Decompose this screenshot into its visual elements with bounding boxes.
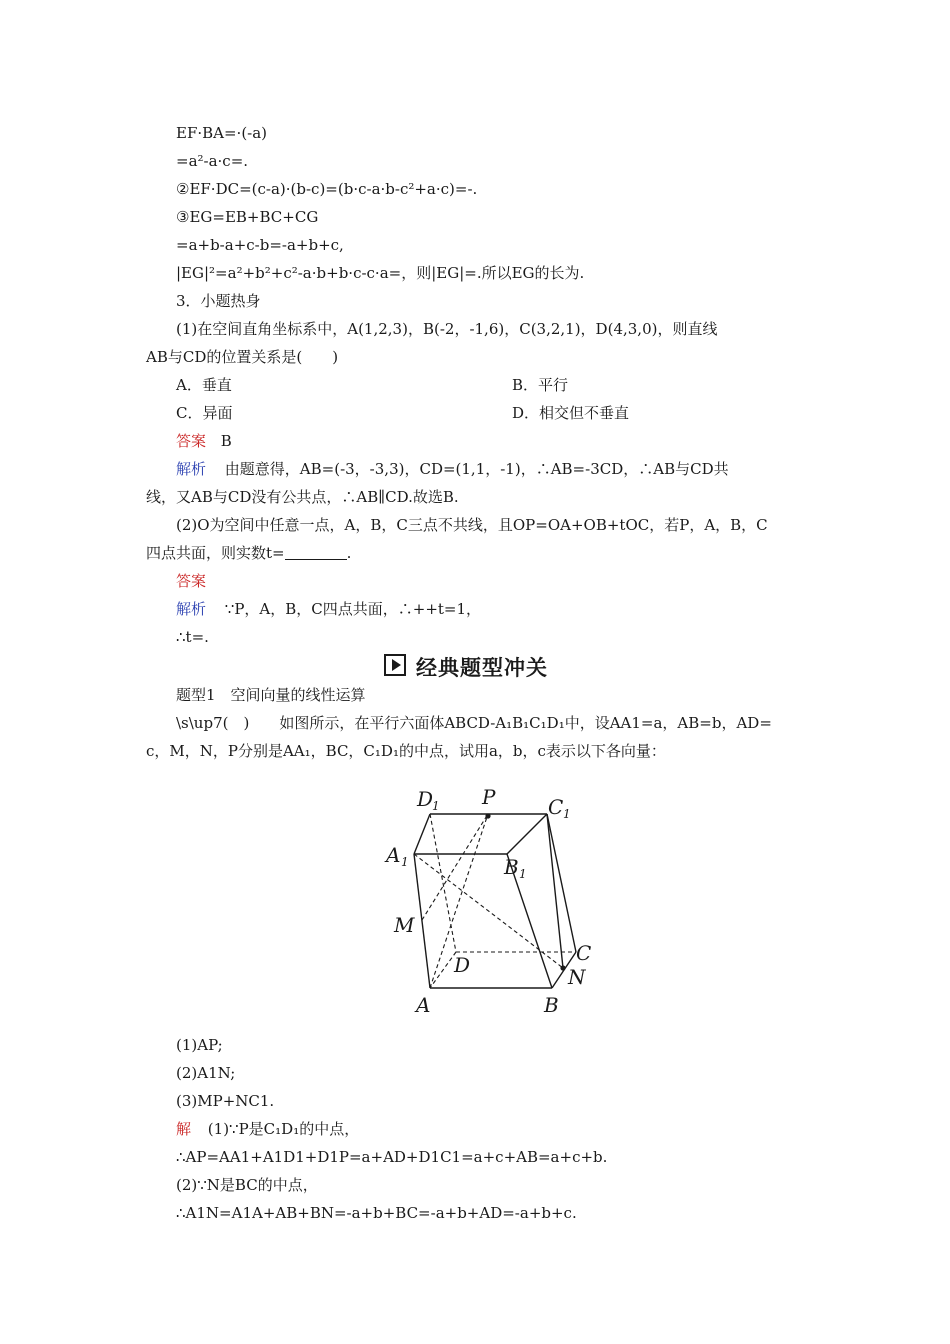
vertex-label-b1: B — [504, 855, 519, 879]
vertex-subscript: 1 — [563, 807, 571, 821]
explanation-text: ∵P，A，B，C四点共面，∴++t=1， — [224, 600, 482, 618]
question-text: (1)在空间直角坐标系中，A(1,2,3)，B(-2，-1,6)，C(3,2,1)，D(4,3,0)，则直线 — [176, 320, 718, 338]
option-a: A．垂直 — [176, 376, 232, 394]
question-text: AB与CD的位置关系是( ) — [146, 348, 339, 366]
vertex-label-c: C — [576, 941, 592, 965]
vertex-label-d: D — [454, 953, 471, 977]
question-fragment: . — [346, 544, 352, 562]
vertex-label-p: P — [482, 785, 496, 809]
sub-question: (2)A1N; — [176, 1064, 236, 1082]
vertex-label-n: N — [568, 965, 586, 989]
vertex-label-c1: C — [548, 795, 564, 819]
text-line: EF·BA=·(-a) — [176, 124, 268, 142]
example-text: \s\up7( ) 如图所示，在平行六面体ABCD-A₁B₁C₁D₁中，设AA1=a，AB=b，AD= — [176, 714, 772, 732]
explanation-text: 线，又AB与CD没有公共点，∴AB∥CD.故选B. — [146, 488, 459, 506]
vertex-label-d1: D — [417, 787, 434, 811]
answer-value: B — [220, 432, 232, 450]
play-icon — [384, 654, 406, 676]
answer-line — [176, 430, 232, 452]
sub-question: (3)MP+NC1. — [176, 1092, 275, 1110]
explanation-text: 由题意得，AB=(-3，-3,3)，CD=(1,1，-1)，∴AB=-3CD，∴AB与CD共 — [224, 460, 729, 478]
explanation-line — [176, 458, 729, 480]
vertex-subscript: 1 — [519, 867, 527, 881]
solution-text: (2)∵N是BC的中点， — [176, 1176, 318, 1194]
solution-line — [176, 1118, 359, 1140]
text-line: ②EF·DC=(c-a)·(b-c)=(b·c-a·b-c²+a·c)=-. — [176, 180, 478, 198]
text-line: =a²-a·c=. — [176, 152, 249, 170]
problem-type-heading: 题型1 空间向量的线性运算 — [176, 686, 366, 704]
text-line: ③EG=EB+BC+CG — [176, 208, 319, 226]
answer-label: 答案 — [176, 572, 207, 590]
question-text — [146, 542, 351, 564]
parallelepiped-figure — [372, 774, 612, 1032]
text-line: |EG|²=a²+b²+c²-a·b+b·c-c·a=，则|EG|=.所以EG的长为. — [176, 264, 585, 282]
section-banner — [384, 652, 580, 680]
vertex-label-m: M — [394, 913, 415, 937]
option-d: D．相交但不垂直 — [512, 404, 630, 422]
vertex-subscript: 1 — [401, 855, 409, 869]
answer-line — [176, 570, 206, 592]
question-fragment: 四点共面，则实数t= — [146, 544, 285, 562]
explanation-text: ∴t=. — [176, 628, 209, 646]
explanation-line — [176, 598, 481, 620]
text-line: =a+b-a+c-b=-a+b+c, — [176, 236, 344, 254]
option-c: C．异面 — [176, 404, 233, 422]
vertex-label-a1: A — [386, 843, 401, 867]
example-text: c，M，N，P分别是AA₁，BC，C₁D₁的中点，试用a，b，c表示以下各向量： — [146, 742, 666, 760]
solution-text: ∴A1N=A1A+AB+BN=-a+b+BC=-a+b+AD=-a+b+c. — [176, 1204, 577, 1222]
explanation-label: 解析 — [176, 460, 207, 478]
solution-text: (1)∵P是C₁D₁的中点， — [207, 1120, 360, 1138]
solution-label: 解 — [176, 1120, 192, 1138]
vertex-label-b: B — [544, 993, 559, 1017]
sub-question: (1)AP; — [176, 1036, 223, 1054]
explanation-label: 解析 — [176, 600, 207, 618]
banner-title: 经典题型冲关 — [416, 656, 548, 680]
vertex-subscript: 1 — [432, 799, 440, 813]
section-heading: 3．小题热身 — [176, 292, 261, 310]
vertex-label-a: A — [416, 993, 431, 1017]
answer-blank — [285, 545, 347, 560]
answer-label: 答案 — [176, 432, 207, 450]
solution-text: ∴AP=AA1+A1D1+D1P=a+AD+D1C1=a+c+AB=a+c+b. — [176, 1148, 608, 1166]
question-text: (2)O为空间中任意一点，A，B，C三点不共线，且OP=OA+OB+tOC，若P，A，B，C — [176, 516, 768, 534]
option-b: B．平行 — [512, 376, 569, 394]
